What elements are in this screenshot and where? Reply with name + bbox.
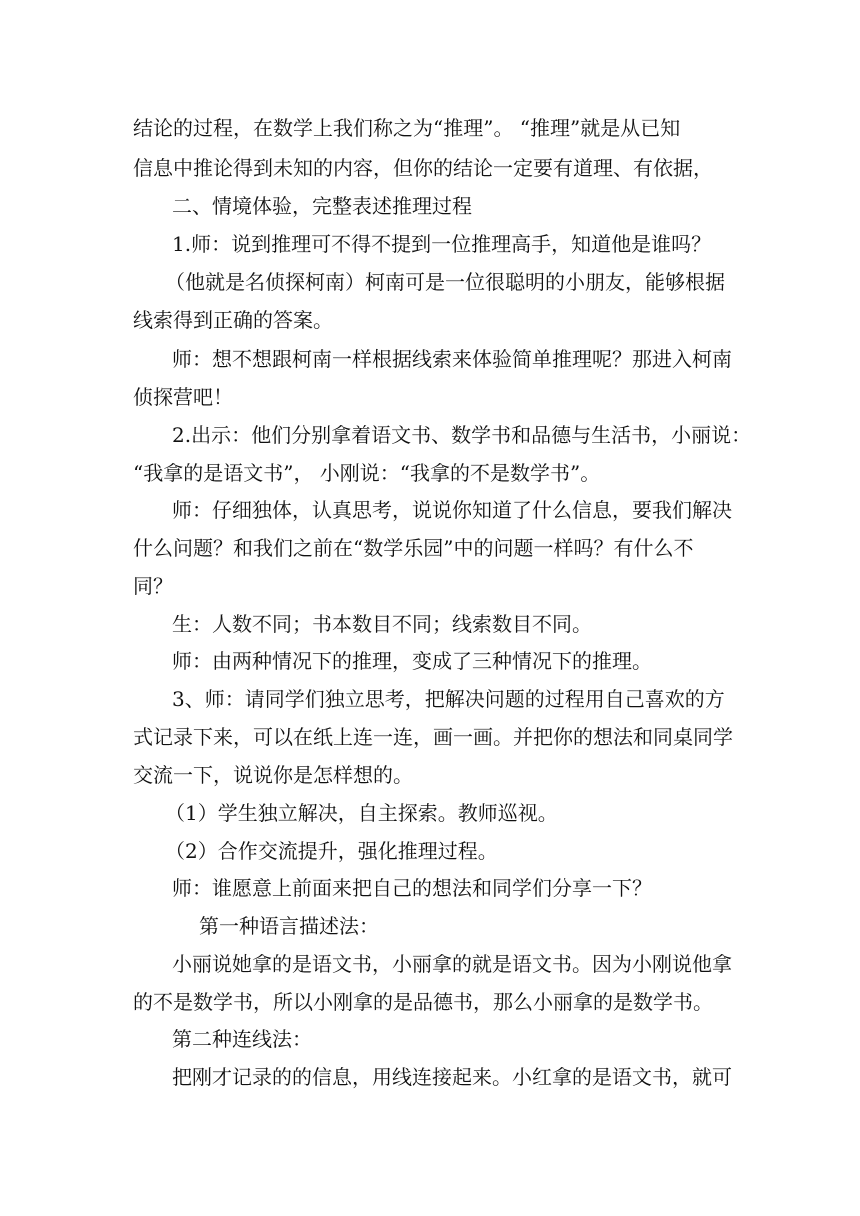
text-line: 把刚才记录的的信息，用线连接起来。小红拿的是语文书，就可 [172, 1065, 732, 1089]
text-line: 师：仔细独体，认真思考，说说你知道了什么信息，要我们解决 [172, 498, 732, 522]
text-line: 1.师：说到推理可不得不提到一位推理高手，知道他是谁吗？ [172, 232, 712, 256]
text-line: 结论的过程，在数学上我们称之为“推理”。 “推理”就是从已知 [133, 116, 681, 140]
text-line: 信息中推论得到未知的内容，但你的结论一定要有道理、有依据， [133, 156, 713, 180]
text-line: 线索得到正确的答案。 [133, 308, 333, 332]
text-line: （2）合作交流提升，强化推理过程。 [165, 839, 498, 863]
text-line: 同？ [133, 574, 173, 598]
text-line: 侦探营吧！ [133, 385, 233, 409]
text-line: 2.出示：他们分别拿着语文书、数学书和品德与生活书，小丽说： [172, 423, 752, 447]
text-line: 小丽说她拿的是语文书，小丽拿的就是语文书。因为小刚说他拿 [172, 952, 732, 976]
text-line: 师：想不想跟柯南一样根据线索来体验简单推理呢？那进入柯南 [172, 347, 732, 371]
text-line: （他就是名侦探柯南）柯南可是一位很聪明的小朋友，能够根据 [165, 270, 725, 294]
text-line: 3、师：请同学们独立思考，把解决问题的过程用自己喜欢的方 [172, 687, 725, 711]
text-line: 的不是数学书，所以小刚拿的是品德书，那么小丽拿的是数学书。 [133, 990, 713, 1014]
text-line: 师：谁愿意上前面来把自己的想法和同学们分享一下？ [172, 876, 652, 900]
text-line: 第二种连线法： [172, 1027, 312, 1051]
text-line: 式记录下来，可以在纸上连一连，画一画。并把你的想法和同桌同学 [133, 725, 733, 749]
section-heading: 二、情境体验，完整表述推理过程 [172, 194, 472, 218]
text-line: “我拿的是语文书”， 小刚说：“我拿的不是数学书”。 [133, 461, 601, 485]
text-line: 交流一下，说说你是怎样想的。 [133, 763, 413, 787]
text-line: （1）学生独立解决，自主探索。教师巡视。 [165, 801, 558, 825]
text-line: 第一种语言描述法： [199, 914, 379, 938]
text-line: 生：人数不同；书本数目不同；线索数目不同。 [172, 612, 592, 636]
text-line: 师：由两种情况下的推理，变成了三种情况下的推理。 [172, 649, 652, 673]
text-line: 什么问题？和我们之前在“数学乐园”中的问题一样吗？有什么不 [133, 536, 694, 560]
